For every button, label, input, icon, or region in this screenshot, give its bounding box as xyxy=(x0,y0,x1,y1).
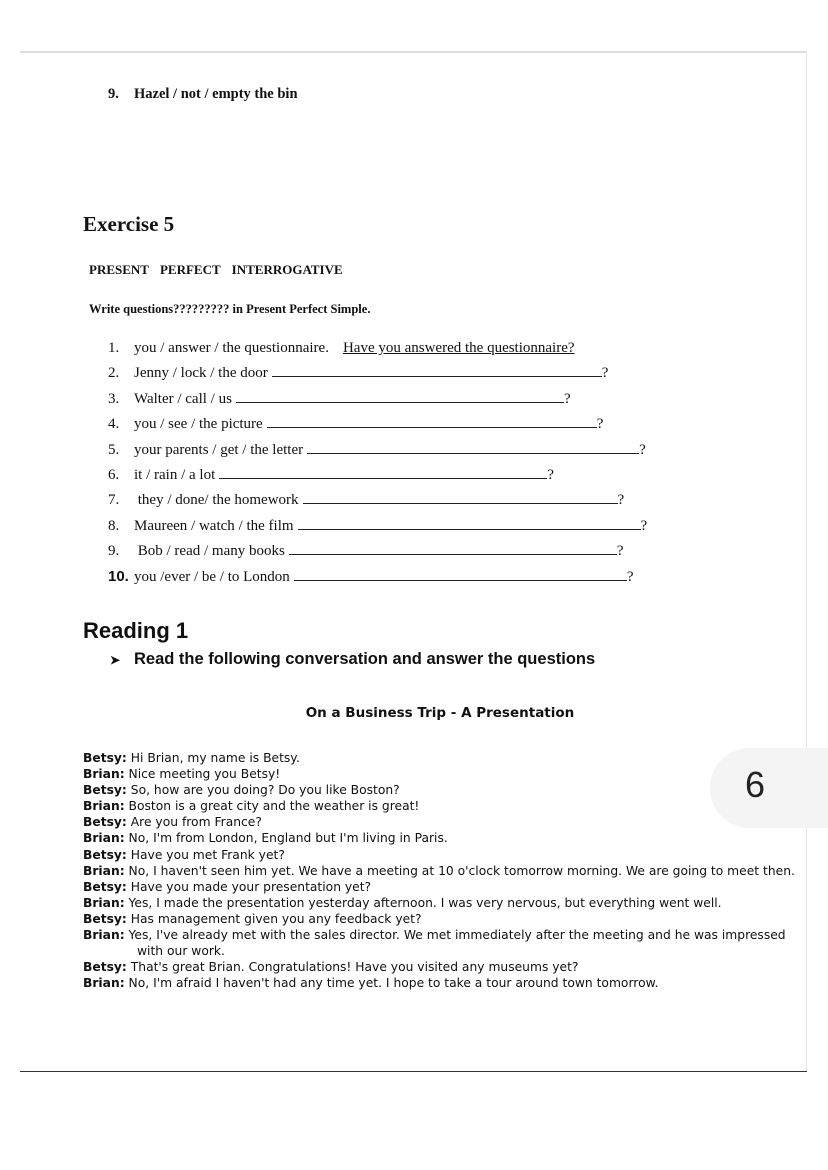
answer-blank[interactable] xyxy=(267,413,597,428)
exercise-item xyxy=(108,540,647,565)
item-prompt: Maureen / watch / the film xyxy=(134,517,294,534)
page-top-divider xyxy=(20,51,806,53)
exercise-items xyxy=(108,337,647,591)
item-number: 9. xyxy=(108,86,119,102)
question-mark: ? xyxy=(596,416,604,433)
question-mark: ? xyxy=(639,441,646,458)
speaker-name: Brian: xyxy=(83,767,125,782)
speaker-name: Betsy: xyxy=(83,751,127,765)
speaker-name: Brian: xyxy=(83,863,125,878)
exercise-item xyxy=(108,489,647,514)
conversation-title: On a Business Trip - A Presentation xyxy=(305,705,575,721)
dialogue-line xyxy=(83,847,795,863)
answer-blank[interactable] xyxy=(307,439,639,454)
question-mark: ? xyxy=(547,466,554,483)
answer-blank[interactable] xyxy=(298,515,641,530)
reading-title: Reading 1 xyxy=(83,618,189,643)
speaker-name: Betsy: xyxy=(83,815,127,830)
question-mark: ? xyxy=(616,543,624,560)
item-prompt: you / answer / the questionnaire. xyxy=(134,340,329,356)
item-prompt: you / see / the picture xyxy=(134,416,263,433)
dialogue-line xyxy=(83,814,795,830)
dialogue-text: So, how are you doing? Do you like Boston? xyxy=(130,783,400,798)
item-number: 2. xyxy=(108,365,120,382)
dialogue-text: No, I haven't seen him yet. We have a meeting at 10 o'clock tomorrow morning. We are going to meet then. xyxy=(128,863,795,878)
exercise-item xyxy=(108,388,647,413)
arrow-bullet-icon: ➤ xyxy=(110,653,121,667)
item-prompt: Jenny / lock / the door xyxy=(134,365,268,382)
item-number: 7. xyxy=(108,492,120,509)
item-prompt: Bob / read / many books xyxy=(134,543,285,560)
speaker-name: Brian: xyxy=(83,799,125,814)
item-number: 10. xyxy=(108,567,129,585)
dialogue-line xyxy=(83,975,795,991)
dialogue-text: That's great Brian. Congratulations! Have you visited any museums yet? xyxy=(130,960,579,975)
dialogue-text: Hi Brian, my name is Betsy. xyxy=(130,751,300,765)
dialogue-line xyxy=(83,830,795,846)
item-prompt: it / rain / a lot xyxy=(134,466,216,483)
page-number: 6 xyxy=(745,764,766,805)
item-prompt: your parents / get / the letter xyxy=(134,441,304,458)
dialogue-line xyxy=(83,798,795,814)
dialogue-text: Have you met Frank yet? xyxy=(130,847,285,862)
item-number: 4. xyxy=(108,416,120,433)
dialogue-line xyxy=(83,766,795,782)
speaker-name: Betsy: xyxy=(83,911,127,926)
exercise-item xyxy=(108,464,647,489)
dialogue-text: Are you from France? xyxy=(130,815,262,830)
answer-blank[interactable] xyxy=(294,566,627,581)
dialogue-text: Yes, I made the presentation yesterday afternoon. I was very nervous, but everything went well. xyxy=(128,895,722,910)
speaker-name: Betsy: xyxy=(83,847,127,862)
item-prompt: Walter / call / us xyxy=(134,390,232,407)
dialogue-line xyxy=(83,895,795,911)
item-number: 1. xyxy=(108,340,120,356)
answer-blank[interactable] xyxy=(236,388,564,403)
exercise-item xyxy=(108,566,647,591)
speaker-name: Betsy: xyxy=(83,879,127,894)
exercise-item xyxy=(108,515,647,540)
item-number: 3. xyxy=(108,390,120,407)
reading-instruction-text: Read the following conversation and answer the questions xyxy=(134,650,596,668)
answer-blank[interactable] xyxy=(303,489,618,504)
dialogue-text: Have you made your presentation yet? xyxy=(130,879,372,894)
exercise-item xyxy=(108,439,647,464)
dialogue-text: No, I'm from London, England but I'm living in Paris. xyxy=(128,831,448,846)
exercise-item xyxy=(108,413,647,438)
item-prompt: they / done/ the homework xyxy=(134,492,299,509)
answer-blank[interactable] xyxy=(289,540,617,555)
answer-blank[interactable] xyxy=(272,362,602,377)
item-number: 8. xyxy=(108,517,120,534)
speaker-name: Brian: xyxy=(83,895,125,910)
item-prompt: Hazel / not / empty the bin xyxy=(134,86,298,102)
question-mark: ? xyxy=(626,568,634,585)
dialogue-line xyxy=(83,959,795,975)
speaker-name: Betsy: xyxy=(83,960,127,975)
reading-instruction xyxy=(110,650,595,669)
dialogue-line xyxy=(83,750,795,766)
dialogue-line xyxy=(83,782,795,798)
exercise-item xyxy=(108,337,647,362)
exercise-item xyxy=(108,362,647,387)
speaker-name: Brian: xyxy=(83,976,125,991)
page-right-edge xyxy=(806,51,807,1072)
exercise-title: Exercise 5 xyxy=(83,212,175,236)
question-mark: ? xyxy=(563,390,571,407)
question-mark: ? xyxy=(601,365,609,382)
dialogue-text: Has management given you any feedback yet? xyxy=(130,911,422,926)
question-mark: ? xyxy=(640,517,648,534)
question-mark: ? xyxy=(617,492,625,509)
exercise-subtitle: PRESENT PERFECT INTERROGATIVE xyxy=(89,262,343,277)
speaker-name: Betsy: xyxy=(83,783,127,798)
exercise-instruction: Write questions????????? in Present Perfect Simple. xyxy=(89,302,371,316)
item-number: 6. xyxy=(108,466,120,483)
dialogue xyxy=(83,750,795,991)
previous-exercise-item xyxy=(108,86,298,103)
dialogue-text: Nice meeting you Betsy! xyxy=(128,767,281,782)
item-prompt: you /ever / be / to London xyxy=(134,568,290,585)
dialogue-line xyxy=(83,927,795,959)
speaker-name: Brian: xyxy=(83,831,125,846)
dialogue-line xyxy=(83,879,795,895)
dialogue-text: No, I'm afraid I haven't had any time yet. I hope to take a tour around town tomorrow. xyxy=(128,976,659,991)
item-number: 5. xyxy=(108,441,120,458)
page-bottom-divider xyxy=(20,1071,807,1072)
dialogue-text: Yes, I've already met with the sales director. We met immediately after the meeting and he was impressed with our work. xyxy=(128,928,786,959)
item-number: 9. xyxy=(108,543,120,560)
answer-blank[interactable] xyxy=(219,464,547,479)
speaker-name: Brian: xyxy=(83,928,125,943)
dialogue-line xyxy=(83,911,795,927)
item-answer: Have you answered the questionnaire? xyxy=(342,340,575,356)
dialogue-line xyxy=(83,863,795,879)
dialogue-text: Boston is a great city and the weather is great! xyxy=(128,799,420,814)
